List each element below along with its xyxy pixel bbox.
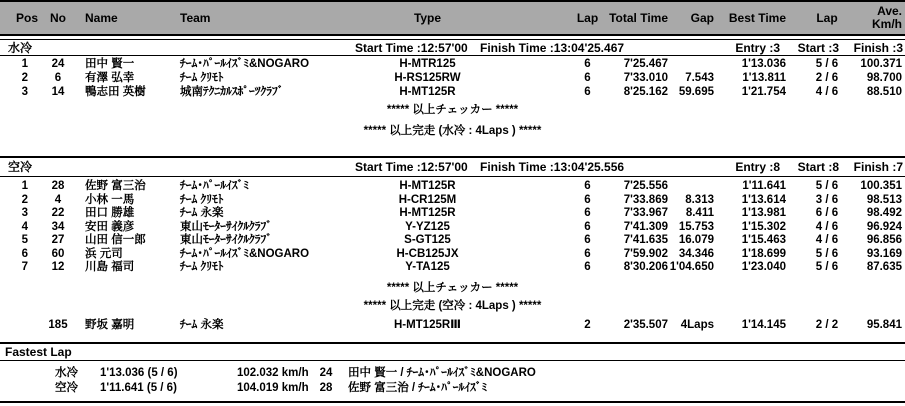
cell-total-time: 7'59.902 [623, 248, 668, 260]
cell-gap: 34.346 [678, 248, 714, 260]
cell-pos: 3 [21, 86, 28, 98]
cell-gap: 8.313 [685, 194, 714, 206]
cell-ave-kmh: 98.492 [866, 207, 902, 219]
cell-name: 川島 福司 [85, 261, 135, 273]
divider [0, 360, 905, 361]
divider [0, 401, 905, 403]
cell-team: ﾁｰﾑ･ﾊﾟｰﾙｲｽﾞﾐ [180, 180, 249, 192]
cell-gap: 8.411 [685, 207, 714, 219]
divider [0, 55, 905, 56]
cell-no: 6 [54, 72, 62, 84]
cell-ave-kmh: 100.371 [860, 58, 902, 70]
checker-note: ***** 以上チェッカー ***** [386, 282, 519, 294]
start-count: Start :3 [797, 41, 839, 55]
cell-best-lap: 6 / 6 [815, 207, 839, 219]
cell-best-lap: 5 / 6 [815, 58, 839, 70]
cell-best-time: 1'14.145 [741, 319, 786, 331]
cell-total-time: 2'35.507 [623, 319, 668, 331]
cell-type: H-MTR125 [399, 58, 456, 70]
divider [0, 176, 905, 177]
cell-best-lap: 5 / 6 [815, 248, 839, 260]
cell-lap: 6 [584, 72, 591, 84]
cell-type: H-MT125RⅢ [393, 319, 462, 331]
col-header-best-time: Best Time [728, 11, 786, 25]
result-row [0, 57, 905, 71]
cell-type: H-MT125R [399, 86, 456, 98]
finishers-note: ***** 以上完走 (水冷 : 4Laps ) ***** [363, 125, 542, 137]
cell-no: 60 [51, 248, 65, 260]
cell-gap: 16.079 [678, 234, 714, 246]
cell-team: ﾁｰﾑ 永楽 [180, 207, 224, 219]
section-label: 水冷 [8, 41, 33, 55]
col-header-ave-line1: Ave. [877, 4, 902, 18]
fl-speed: 104.019 km/h [237, 382, 309, 394]
fl-no: 28 [319, 382, 333, 394]
finish-count: Finish :3 [853, 41, 903, 55]
cell-lap: 6 [584, 58, 591, 70]
result-row-retired [0, 318, 905, 332]
col-header-lap: Lap [576, 11, 599, 25]
cell-pos: 1 [21, 180, 28, 192]
cell-gap: 4Laps [680, 319, 714, 331]
cell-no: 185 [48, 319, 68, 331]
cell-best-time: 1'13.614 [741, 194, 786, 206]
cell-best-lap: 5 / 6 [815, 180, 839, 192]
cell-best-time: 1'15.463 [741, 234, 786, 246]
cell-best-time: 1'13.811 [742, 72, 786, 84]
cell-no: 24 [51, 58, 65, 70]
cell-best-time: 1'18.699 [741, 248, 786, 260]
cell-type: S-GT125 [404, 234, 451, 246]
result-row [0, 71, 905, 85]
finishers-note: ***** 以上完走 (空冷 : 4Laps ) ***** [363, 300, 542, 312]
cell-pos: 3 [21, 207, 28, 219]
fl-time: 1'11.641 (5 / 6) [100, 382, 177, 394]
divider [0, 156, 905, 158]
fl-rider: 佐野 富三治 / ﾁｰﾑ･ﾊﾟｰﾙｲｽﾞﾐ [348, 382, 488, 394]
fastest-lap-title: Fastest Lap [5, 345, 72, 359]
cell-lap: 6 [584, 207, 591, 219]
cell-name: 田口 勝雄 [85, 207, 135, 219]
cell-team: ﾁｰﾑ ｸﾘﾓﾄ [180, 72, 224, 84]
fl-class: 空冷 [55, 382, 78, 394]
cell-type: H-RS125RW [394, 72, 461, 84]
result-row [0, 220, 905, 234]
cell-team: ﾁｰﾑ ｸﾘﾓﾄ [180, 194, 224, 206]
cell-lap: 2 [584, 319, 591, 331]
col-header-name: Name [85, 11, 118, 25]
cell-total-time: 7'25.467 [623, 58, 668, 70]
section-header-water-cooled [0, 40, 905, 56]
cell-ave-kmh: 87.635 [866, 261, 902, 273]
cell-team: 城南ﾃｸﾆｶﾙｽﾎﾟｰﾂｸﾗﾌﾞ [180, 86, 284, 98]
result-row [0, 193, 905, 207]
cell-ave-kmh: 96.924 [866, 221, 902, 233]
col-header-team: Team [180, 11, 211, 25]
cell-lap: 6 [584, 86, 591, 98]
cell-gap: 1'04.650 [669, 261, 714, 273]
cell-total-time: 7'25.556 [623, 180, 668, 192]
cell-pos: 1 [21, 58, 28, 70]
cell-no: 27 [51, 234, 65, 246]
cell-lap: 6 [584, 261, 591, 273]
cell-best-time: 1'13.981 [741, 207, 786, 219]
result-row [0, 206, 905, 220]
fl-speed: 102.032 km/h [237, 367, 309, 379]
cell-ave-kmh: 100.351 [860, 180, 902, 192]
section-header-air-cooled [0, 159, 905, 175]
result-row [0, 247, 905, 261]
cell-name: 浜 元司 [85, 248, 123, 260]
cell-team: ﾁｰﾑ･ﾊﾟｰﾙｲｽﾞﾐ&NOGARO [180, 58, 310, 70]
fastest-lap-row [0, 366, 905, 380]
cell-team: ﾁｰﾑ 永楽 [180, 319, 224, 331]
cell-ave-kmh: 98.513 [866, 194, 902, 206]
cell-ave-kmh: 93.169 [866, 248, 902, 260]
cell-gap: 7.543 [685, 72, 714, 84]
cell-lap: 6 [584, 194, 591, 206]
cell-name: 山田 信一郎 [85, 234, 146, 246]
cell-lap: 6 [584, 248, 591, 260]
cell-best-time: 1'13.036 [741, 58, 786, 70]
col-header-type: Type [413, 11, 442, 25]
cell-total-time: 8'25.162 [623, 86, 668, 98]
cell-best-lap: 4 / 6 [815, 234, 839, 246]
cell-best-time: 1'21.754 [741, 86, 786, 98]
cell-type: Y-YZ125 [405, 221, 450, 233]
cell-total-time: 7'33.010 [623, 72, 668, 84]
cell-total-time: 7'33.967 [623, 207, 668, 219]
cell-lap: 6 [584, 221, 591, 233]
cell-name: 鴨志田 英樹 [85, 86, 146, 98]
cell-team: ﾁｰﾑ･ﾊﾟｰﾙｲｽﾞﾐ&NOGARO [180, 248, 310, 260]
entry-count: Entry :3 [735, 41, 780, 55]
cell-pos: 7 [21, 261, 28, 273]
cell-best-time: 1'15.302 [741, 221, 786, 233]
cell-best-time: 1'23.040 [741, 261, 786, 273]
cell-ave-kmh: 95.841 [866, 319, 902, 331]
cell-pos: 2 [21, 194, 28, 206]
result-row [0, 85, 905, 99]
cell-team: ﾁｰﾑ ｸﾘﾓﾄ [180, 261, 224, 273]
cell-lap: 6 [584, 234, 591, 246]
cell-total-time: 7'33.869 [623, 194, 668, 206]
col-header-total-time: Total Time [609, 11, 668, 25]
cell-pos: 5 [21, 234, 28, 246]
entry-count: Entry :8 [735, 160, 780, 174]
finish-time-label: Finish Time :13:04'25.556 [480, 160, 625, 174]
col-header-best-lap: Lap [816, 11, 838, 25]
col-header-ave-line2: Km/h [872, 17, 902, 31]
cell-gap: 59.695 [678, 86, 714, 98]
cell-best-lap: 4 / 6 [815, 86, 839, 98]
cell-no: 22 [51, 207, 65, 219]
col-header-gap: Gap [690, 11, 714, 25]
cell-type: H-CR125M [398, 194, 457, 206]
col-header-pos: Pos [15, 11, 38, 25]
cell-type: H-MT125R [399, 180, 456, 192]
col-header-no: No [50, 11, 66, 25]
fl-rider: 田中 賢一 / ﾁｰﾑ･ﾊﾟｰﾙｲｽﾞﾐ&NOGARO [348, 367, 536, 379]
start-time-label: Start Time :12:57'00 [355, 160, 468, 174]
column-header-bar [0, 0, 905, 36]
start-count: Start :8 [797, 160, 839, 174]
cell-pos: 4 [21, 221, 28, 233]
cell-no: 28 [51, 180, 65, 192]
cell-total-time: 7'41.309 [623, 221, 668, 233]
cell-team: 東山ﾓｰﾀｰｻｲｸﾙｸﾗﾌﾞ [180, 234, 272, 246]
cell-best-lap: 5 / 6 [815, 261, 839, 273]
col-header-ave-kmh [842, 5, 902, 31]
cell-total-time: 7'41.635 [623, 234, 668, 246]
cell-gap: 15.753 [678, 221, 714, 233]
cell-name: 野坂 嘉明 [85, 319, 135, 331]
cell-name: 有澤 弘幸 [85, 72, 135, 84]
cell-pos: 6 [21, 248, 28, 260]
section-label: 空冷 [8, 160, 33, 174]
checker-note: ***** 以上チェッカー ***** [386, 104, 519, 116]
cell-total-time: 8'30.206 [623, 261, 668, 273]
cell-no: 14 [51, 86, 65, 98]
start-time-label: Start Time :12:57'00 [355, 41, 468, 55]
cell-no: 4 [54, 194, 62, 206]
finish-time-label: Finish Time :13:04'25.467 [480, 41, 625, 55]
cell-lap: 6 [584, 180, 591, 192]
cell-pos: 2 [21, 72, 28, 84]
cell-name: 小林 一馬 [85, 194, 135, 206]
cell-best-lap: 4 / 6 [815, 221, 839, 233]
fl-no: 24 [319, 367, 333, 379]
cell-best-time: 1'11.641 [742, 180, 786, 192]
result-row [0, 179, 905, 193]
cell-type: H-CB125JX [396, 248, 459, 260]
cell-ave-kmh: 88.510 [866, 86, 902, 98]
cell-type: Y-TA125 [405, 261, 450, 273]
result-row [0, 233, 905, 247]
fl-time: 1'13.036 (5 / 6) [100, 367, 178, 379]
cell-ave-kmh: 98.700 [866, 72, 902, 84]
cell-name: 佐野 富三治 [85, 180, 146, 192]
finish-count: Finish :7 [853, 160, 903, 174]
cell-name: 安田 義彦 [85, 221, 135, 233]
result-row [0, 260, 905, 274]
cell-no: 34 [51, 221, 65, 233]
cell-best-lap: 2 / 2 [815, 319, 839, 331]
cell-team: 東山ﾓｰﾀｰｻｲｸﾙｸﾗﾌﾞ [180, 221, 272, 233]
cell-no: 12 [51, 261, 65, 273]
fastest-lap-row [0, 381, 905, 395]
cell-best-lap: 3 / 6 [815, 194, 839, 206]
cell-best-lap: 2 / 6 [815, 72, 839, 84]
cell-name: 田中 賢一 [85, 58, 135, 70]
cell-ave-kmh: 96.856 [866, 234, 902, 246]
fl-class: 水冷 [55, 367, 78, 379]
cell-type: H-MT125R [399, 207, 456, 219]
